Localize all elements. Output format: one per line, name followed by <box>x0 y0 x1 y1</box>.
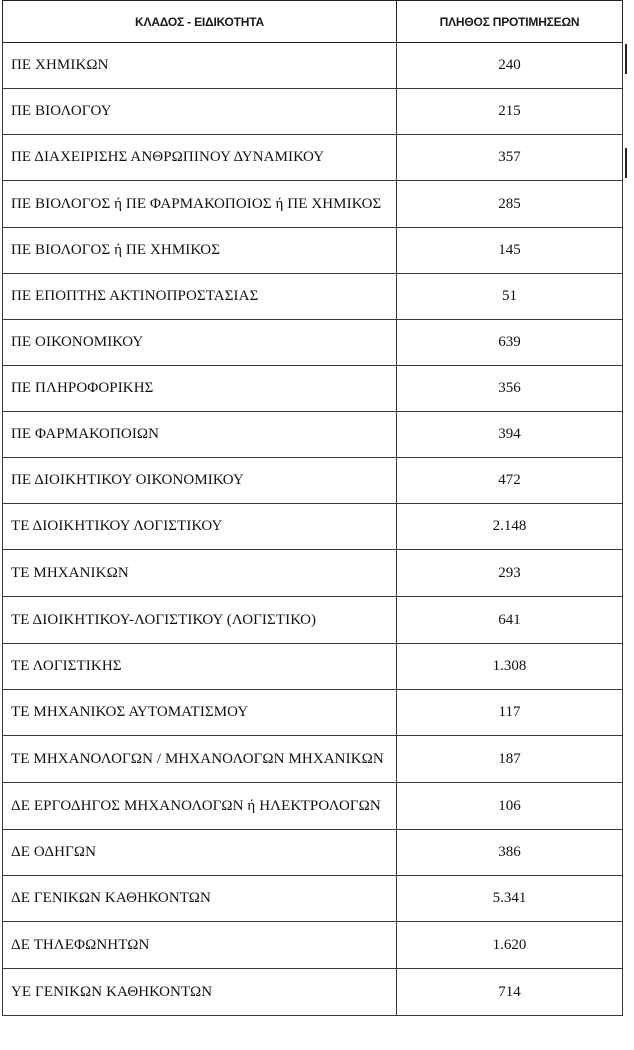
row-count: 145 <box>397 228 623 274</box>
row-category: ΤΕ ΔΙΟΙΚΗΤΙΚΟΥ-ΛΟΓΙΣΤΙΚΟΥ (ΛΟΓΙΣΤΙΚΟ) <box>3 597 397 644</box>
row-category: ΔΕ ΕΡΓΟΔΗΓΟΣ ΜΗΧΑΝΟΛΟΓΩΝ ή ΗΛΕΚΤΡΟΛΟΓΩΝ <box>3 783 397 830</box>
row-category: ΤΕ ΛΟΓΙΣΤΙΚΗΣ <box>3 644 397 690</box>
row-category: ΤΕ ΜΗΧΑΝΙΚΩΝ <box>3 550 397 597</box>
preferences-table <box>2 0 623 1016</box>
table-row <box>3 412 623 458</box>
row-count: 714 <box>397 969 623 1016</box>
table-row <box>3 644 623 690</box>
row-count: 285 <box>397 181 623 228</box>
table-row <box>3 969 623 1016</box>
row-category: ΤΕ ΜΗΧΑΝΟΛΟΓΩΝ / ΜΗΧΑΝΟΛΟΓΩΝ ΜΗΧΑΝΙΚΩΝ <box>3 736 397 783</box>
row-category: ΔΕ ΤΗΛΕΦΩΝΗΤΩΝ <box>3 922 397 969</box>
row-count: 5.341 <box>397 876 623 922</box>
table-row <box>3 43 623 89</box>
row-count: 472 <box>397 458 623 504</box>
table-row <box>3 876 623 922</box>
table-row <box>3 922 623 969</box>
table-row <box>3 830 623 876</box>
row-category: ΤΕ ΜΗΧΑΝΙΚΟΣ ΑΥΤΟΜΑΤΙΣΜΟΥ <box>3 690 397 736</box>
preferences-table-wrapper <box>2 0 622 1016</box>
row-count: 1.308 <box>397 644 623 690</box>
row-count: 187 <box>397 736 623 783</box>
table-row <box>3 783 623 830</box>
row-count: 2.148 <box>397 504 623 550</box>
row-count: 641 <box>397 597 623 644</box>
table-row <box>3 690 623 736</box>
row-count: 293 <box>397 550 623 597</box>
row-count: 356 <box>397 366 623 412</box>
table-row <box>3 597 623 644</box>
row-count: 240 <box>397 43 623 89</box>
row-category: ΠΕ ΟΙΚΟΝΟΜΙΚΟΥ <box>3 320 397 366</box>
row-count: 394 <box>397 412 623 458</box>
row-count: 639 <box>397 320 623 366</box>
edge-mark <box>625 148 627 178</box>
table-row <box>3 504 623 550</box>
row-count: 1.620 <box>397 922 623 969</box>
table-row <box>3 736 623 783</box>
row-count: 117 <box>397 690 623 736</box>
row-category: ΠΕ ΠΛΗΡΟΦΟΡΙΚΗΣ <box>3 366 397 412</box>
table-row <box>3 550 623 597</box>
row-category: ΠΕ ΔΙΟΙΚΗΤΙΚΟΥ ΟΙΚΟΝΟΜΙΚΟΥ <box>3 458 397 504</box>
row-category: ΠΕ ΕΠΟΠΤΗΣ ΑΚΤΙΝΟΠΡΟΣΤΑΣΙΑΣ <box>3 274 397 320</box>
row-category: ΥΕ ΓΕΝΙΚΩΝ ΚΑΘΗΚΟΝΤΩΝ <box>3 969 397 1016</box>
table-row <box>3 320 623 366</box>
row-category: ΠΕ ΒΙΟΛΟΓΟΣ ή ΠΕ ΧΗΜΙΚΟΣ <box>3 228 397 274</box>
table-row <box>3 228 623 274</box>
row-count: 215 <box>397 89 623 135</box>
row-count: 357 <box>397 135 623 181</box>
row-category: ΤΕ ΔΙΟΙΚΗΤΙΚΟΥ ΛΟΓΙΣΤΙΚΟΥ <box>3 504 397 550</box>
table-row <box>3 181 623 228</box>
header-preferences: ΠΛΗΘΟΣ ΠΡΟΤΙΜΗΣΕΩΝ <box>397 1 623 43</box>
header-category: ΚΛΑΔΟΣ - ΕΙΔΙΚΟΤΗΤΑ <box>3 1 397 43</box>
row-count: 386 <box>397 830 623 876</box>
table-row <box>3 274 623 320</box>
row-category: ΠΕ ΦΑΡΜΑΚΟΠΟΙΩΝ <box>3 412 397 458</box>
row-count: 106 <box>397 783 623 830</box>
row-category: ΔΕ ΓΕΝΙΚΩΝ ΚΑΘΗΚΟΝΤΩΝ <box>3 876 397 922</box>
table-header-row <box>3 1 623 43</box>
table-row <box>3 135 623 181</box>
table-row <box>3 89 623 135</box>
row-category: ΠΕ ΒΙΟΛΟΓΟΥ <box>3 89 397 135</box>
table-row <box>3 458 623 504</box>
row-category: ΠΕ ΒΙΟΛΟΓΟΣ ή ΠΕ ΦΑΡΜΑΚΟΠΟΙΟΣ ή ΠΕ ΧΗΜΙΚΟΣ <box>3 181 397 228</box>
row-count: 51 <box>397 274 623 320</box>
row-category: ΔΕ ΟΔΗΓΩΝ <box>3 830 397 876</box>
edge-mark <box>625 44 627 74</box>
row-category: ΠΕ ΧΗΜΙΚΩΝ <box>3 43 397 89</box>
row-category: ΠΕ ΔΙΑΧΕΙΡΙΣΗΣ ΑΝΘΡΩΠΙΝΟΥ ΔΥΝΑΜΙΚΟΥ <box>3 135 397 181</box>
table-row <box>3 366 623 412</box>
